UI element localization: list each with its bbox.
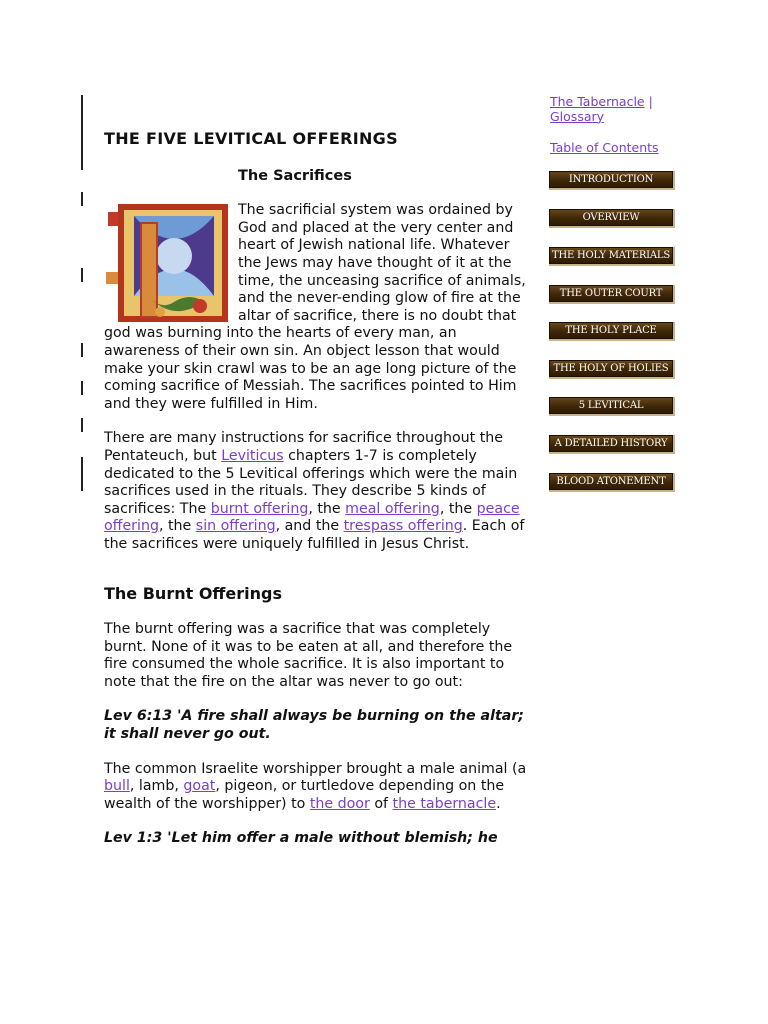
meal-offering-link[interactable]: meal offering [345, 500, 440, 517]
nav-button-outer-court[interactable]: THE OUTER COURT [549, 285, 675, 304]
text: , the [439, 500, 477, 517]
goat-link[interactable]: goat [183, 778, 216, 795]
text: , pigeon, or turtledove depending on the wealth of the worshipper) to [104, 778, 505, 812]
scripture-quote-2: Lev 1:3 'Let him offer a male without blemish; he [104, 830, 498, 847]
nav-button-blood-atonement[interactable]: BLOOD ATONEMENT [549, 473, 675, 492]
text: of [369, 795, 393, 812]
page-title: THE FIVE LEVITICAL OFFERINGS [104, 129, 398, 148]
nav-button-holy-place[interactable]: THE HOLY PLACE [549, 322, 675, 341]
illuminated-letter-image [104, 202, 234, 324]
bull-link[interactable]: bull [104, 778, 130, 795]
subtitle: The Sacrifices [238, 167, 352, 184]
instructions-paragraph [104, 430, 536, 553]
margin-rule [81, 418, 83, 432]
section-heading: The Burnt Offerings [104, 584, 282, 604]
margin-rule [81, 381, 83, 395]
glossary-link[interactable]: Glossary [550, 108, 605, 124]
text: There are many instructions for sacrifice throughout the Pentateuch, but [104, 430, 504, 464]
nav-button-holy-materials[interactable]: THE HOLY MATERIALS [549, 247, 675, 266]
text: . Each of the sacrifices were uniquely fulfilled in Jesus Christ. [104, 518, 525, 552]
the-tabernacle-link[interactable]: the tabernacle [392, 795, 497, 812]
text: The common Israelite worshipper brought a male animal (a [104, 760, 527, 777]
text: , and the [275, 518, 344, 535]
trespass-offering-link[interactable]: trespass offering [343, 518, 463, 535]
margin-rule [81, 343, 83, 357]
text: , the [308, 500, 346, 517]
text: , lamb, [129, 778, 184, 795]
table-of-contents-link[interactable]: Table of Contents [550, 140, 659, 156]
margin-rule [81, 457, 83, 491]
sin-offering-link[interactable]: sin offering [195, 518, 276, 535]
margin-rule [81, 192, 83, 206]
margin-rule [81, 268, 83, 282]
scripture-quote: Lev 6:13 'A fire shall always be burning on the altar; it shall never go out. [104, 708, 524, 743]
burnt-offering-link[interactable]: burnt offering [210, 500, 309, 517]
text: chapters 1-7 is completely dedicated to the 5 Levitical offerings which were the main sacrifices used in the rituals. They describe 5 kinds of sacrifices: The [104, 447, 518, 517]
text: , the [158, 518, 196, 535]
the-door-link[interactable]: the door [309, 795, 370, 812]
margin-rule [81, 95, 83, 170]
leviticus-link[interactable]: Leviticus [221, 447, 284, 464]
sidebar [550, 95, 680, 156]
nav-button-holy-of-holies[interactable]: THE HOLY OF HOLIES [549, 360, 675, 379]
worshipper-paragraph [104, 761, 536, 814]
separator: | [648, 94, 653, 109]
tabernacle-link[interactable]: The Tabernacle [550, 94, 645, 109]
nav-button-overview[interactable]: OVERVIEW [549, 209, 675, 228]
nav-button-detailed-history[interactable]: A DETAILED HISTORY [549, 435, 675, 454]
nav-button-introduction[interactable]: INTRODUCTION [549, 171, 675, 190]
peace-offering-link[interactable]: peace offering [104, 500, 520, 535]
intro-paragraph [104, 202, 536, 413]
nav-button-levitical-offerings[interactable]: 5 LEVITICAL OFFERINGS [549, 397, 675, 416]
intro-text: The sacrificial system was ordained by God and placed at the very center and heart of Jewish national life. Whatever the Jews may have thought of it at the time, the unceasing sacrifice of animals, and the never-ending glow of fire at the altar of sacrifice, there is no doubt that god was burning into the hearts of every man, an awareness of their own sin. An object lesson that would make your skin crawl was to be an age long picture of the coming sacrifice of Messiah. The sacrifices pointed to Him and they were fulfilled in Him. [104, 202, 526, 412]
text: . [496, 795, 501, 812]
burnt-offering-paragraph: The burnt offering was a sacrifice that was completely burnt. None of it was to be eaten at all, and therefore the fire consumed the whole sacrifice. It is also important to note that the fire on the altar was never to go out: [104, 621, 513, 690]
article [104, 130, 536, 848]
